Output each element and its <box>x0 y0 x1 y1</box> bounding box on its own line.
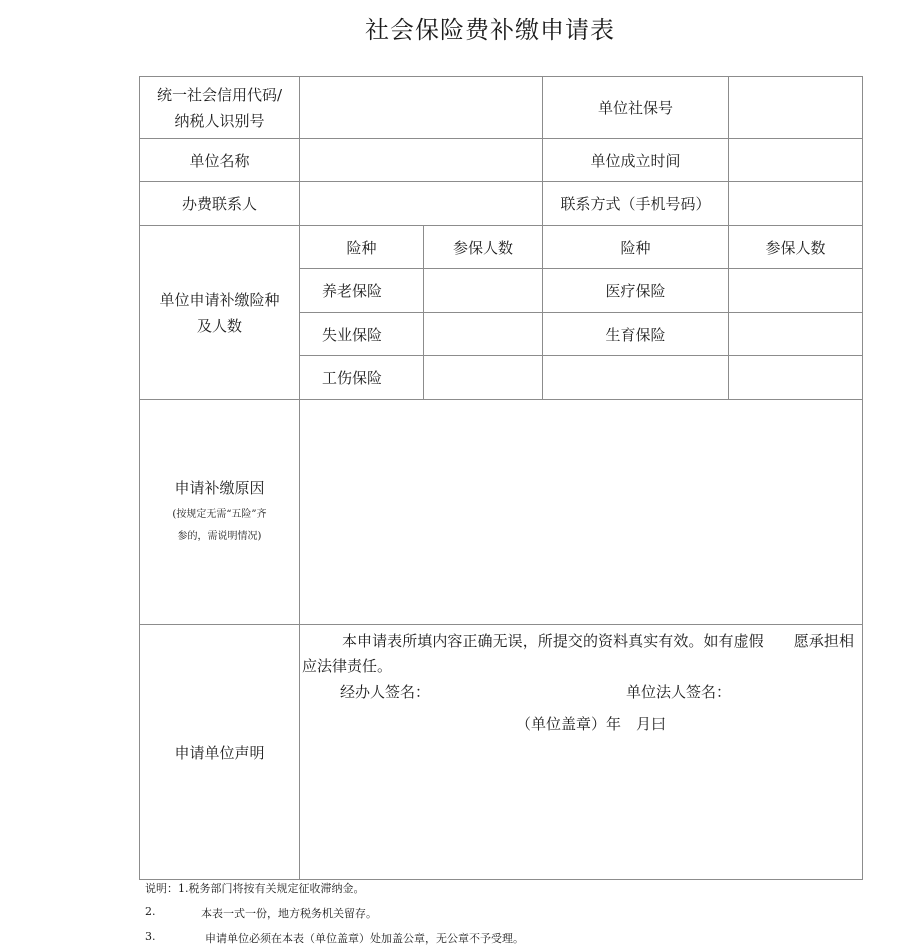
reason-field[interactable] <box>300 400 863 625</box>
note-1: 说明：1.税务部门将按有关规定征收滞纳金。 <box>145 882 365 895</box>
contact-phone-label: 联系方式（手机号码） <box>543 182 729 226</box>
reason-label-cell <box>140 400 300 625</box>
reason-label: 申请补缴原因 <box>174 478 265 497</box>
insurance-type-header-left: 险种 <box>300 226 424 269</box>
legal-rep-signature-label: 单位法人签名： <box>626 683 732 701</box>
declaration-row <box>140 625 863 880</box>
credit-code-field[interactable] <box>300 77 543 139</box>
note-2-number: 2. <box>145 905 156 918</box>
declaration-cell <box>300 625 863 880</box>
declaration-text: 本申请表所填内容正确无误，所提交的资料真实有效。如有虚假 愿承担相应法律责任。 <box>302 632 854 675</box>
unemployment-insurance-count-field[interactable] <box>424 313 543 356</box>
insured-count-header-right: 参保人数 <box>729 226 863 269</box>
medical-insurance-count-field[interactable] <box>729 269 863 313</box>
establish-date-label: 单位成立时间 <box>543 139 729 182</box>
unit-name-label: 单位名称 <box>140 139 300 182</box>
signature-row <box>300 679 862 709</box>
pension-insurance-count-field[interactable] <box>424 269 543 313</box>
maternity-insurance-label: 生育保险 <box>543 313 729 356</box>
insurance-type-header-right: 险种 <box>543 226 729 269</box>
credit-code-row <box>140 77 863 139</box>
credit-code-label: 统一社会信用代码/ 纳税人识别号 <box>140 77 300 139</box>
insurance-header-row <box>140 226 863 269</box>
note-3-text: 申请单位必须在本表（单位盖章）处加盖公章，无公章不予受理。 <box>205 932 524 945</box>
contact-row <box>140 182 863 226</box>
insured-count-header-left: 参保人数 <box>424 226 543 269</box>
empty-insurance-type-field[interactable] <box>543 356 729 400</box>
unit-name-field[interactable] <box>300 139 543 182</box>
work-injury-insurance-label: 工伤保险 <box>300 356 424 400</box>
medical-insurance-label: 医疗保险 <box>543 269 729 313</box>
declaration-label: 申请单位声明 <box>140 625 300 880</box>
work-injury-insurance-count-field[interactable] <box>424 356 543 400</box>
contact-person-field[interactable] <box>300 182 543 226</box>
social-security-no-label: 单位社保号 <box>543 77 729 139</box>
unit-name-row <box>140 139 863 182</box>
pension-insurance-label: 养老保险 <box>300 269 424 313</box>
note-3-number: 3. <box>145 930 156 943</box>
reason-note: (按规定无需“五险”齐 参的，需说明情况) <box>172 508 267 542</box>
contact-person-label: 办费联系人 <box>140 182 300 226</box>
handler-signature-label: 经办人签名： <box>340 683 431 701</box>
unemployment-insurance-label: 失业保险 <box>300 313 424 356</box>
seal-date-line: （单位盖章）年 月曰 <box>515 715 666 733</box>
note-2-text: 本表一式一份，地方税务机关留存。 <box>201 907 377 920</box>
form-title: 社会保险费补缴申请表 <box>365 16 615 44</box>
insurance-section-label: 单位申请补缴险种 及人数 <box>140 226 300 400</box>
application-form-table <box>139 76 863 880</box>
establish-date-field[interactable] <box>729 139 863 182</box>
social-security-no-field[interactable] <box>729 77 863 139</box>
maternity-insurance-count-field[interactable] <box>729 313 863 356</box>
contact-phone-field[interactable] <box>729 182 863 226</box>
empty-insurance-count-field[interactable] <box>729 356 863 400</box>
reason-row <box>140 400 863 625</box>
